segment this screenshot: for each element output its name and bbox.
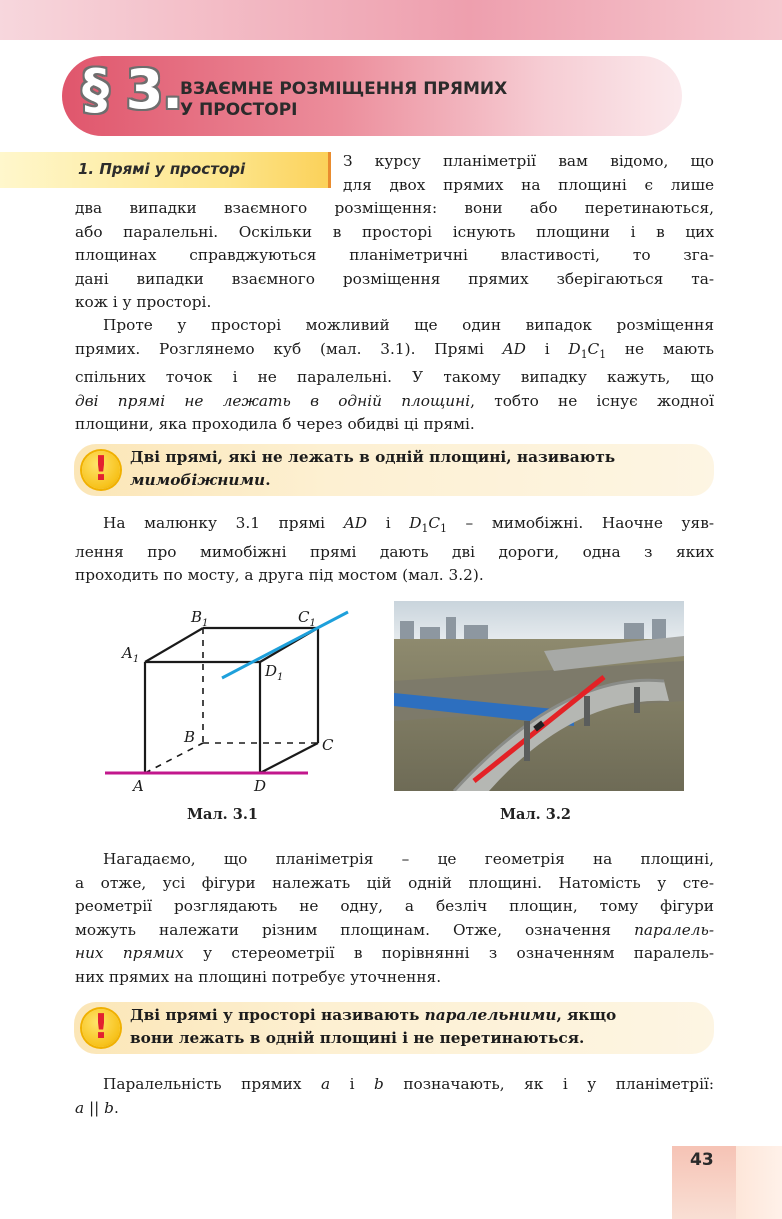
paragraph-1 (75, 197, 714, 315)
definition-parallel-text: Дві прямі у просторі називають паралельними, якщо вони лежать в одній площині і не перетинаються. (130, 1006, 617, 1047)
paragraph-3-line-1: На малюнку 3.1 прямі AD і $D_1C_1$ – мимобіжні. Наочне уяв- (103, 514, 714, 536)
paragraph-5-line-1: Паралельність прямих a і b позначають, як і у планіметрії: (103, 1075, 715, 1093)
top-decor-band (0, 0, 782, 40)
paragraph-1-line-7: кож і у просторі. (75, 293, 212, 312)
section-title-line2: У ПРОСТОРІ (180, 100, 298, 120)
paragraph-4-line-2: а отже, усі фігури належать цій одній площині. Натомість у сте- (75, 873, 714, 892)
page-number: 43 (690, 1150, 714, 1170)
paragraph-2-line-4: дві прямі не лежать в одній площині, тобто не існує жодної (75, 391, 714, 410)
section-title (180, 79, 507, 121)
bridge-photo (394, 601, 684, 791)
edge-dc (260, 743, 318, 773)
exclamation-icon: ! (82, 1009, 120, 1047)
label-a: A (133, 777, 144, 795)
paragraph-4-line-3: реометрії розглядають не одну, а безліч площин, тому фігури (75, 897, 714, 916)
paragraph-1-line-6: дані випадки взаємного розміщення прямих зберігаються та- (75, 269, 714, 288)
label-b1: $B_1$ (191, 608, 209, 629)
paragraph-1-line-4: або паралельні. Оскільки в просторі існують площини і в цих (75, 222, 714, 241)
paragraph-4-line-4: можуть належати різним площинам. Отже, означення паралель- (75, 920, 714, 939)
edge-a1b1 (145, 628, 203, 662)
label-b: B (184, 728, 196, 746)
paragraph-3-line-3: проходить по мосту, а друга під мостом (мал. 3.2). (75, 566, 484, 585)
label-d1: $D_1$ (265, 662, 284, 683)
paragraph-1-line-1: З курсу планіметрії вам відомо, що (343, 152, 714, 170)
paragraph-4-line-6: них прямих на площині потребує уточнення. (75, 967, 442, 986)
paragraph-4-line-5: них прямих у стереометрії в порівнянні з означенням паралель- (75, 944, 714, 963)
paragraph-1-line-2: для двох прямих на площині є лише (343, 175, 714, 194)
subsection-title: 1. Прямі у просторі (78, 160, 246, 178)
paragraph-1-top (343, 150, 714, 197)
figure-1-caption: Мал. 3.1 (187, 806, 258, 823)
paragraph-1-line-3: два випадки взаємного розміщення: вони або перетинаються, (75, 199, 714, 217)
paragraph-3 (75, 512, 714, 588)
label-d: D (254, 777, 267, 795)
exclamation-icon: ! (82, 451, 120, 489)
paragraph-2-line-3: спільних точок і не паралельні. У такому випадку кажуть, що (75, 368, 714, 387)
bridge-illustration (394, 601, 684, 791)
hidden-edge-ab (145, 743, 203, 773)
paragraph-3-line-2: лення про мимобіжні прямі дають дві дороги, одна з яких (75, 542, 714, 561)
label-a1: $A_1$ (122, 644, 140, 665)
paragraph-2-line-2: прямих. Розглянемо куб (мал. 3.1). Прямі AD і $D_1C_1$ не мають (75, 339, 714, 361)
section-title-line1: ВЗАЄМНЕ РОЗМІЩЕННЯ ПРЯМИХ (180, 79, 508, 99)
page-corner-stripe (736, 1146, 782, 1219)
paragraph-4 (75, 848, 714, 990)
paragraph-4-line-1: Нагадаємо, що планіметрія – це геометрія на площині, (103, 850, 714, 868)
paragraph-2-line-5: площини, яка проходила б через обидві ці прямі. (75, 415, 475, 434)
paragraph-2-line-1: Проте у просторі можливий ще один випадок розміщення (103, 316, 714, 334)
definition-skew-text: Дві прямі, які не лежать в одній площині, називають мимобіжними. (130, 448, 616, 489)
paragraph-5 (75, 1073, 714, 1120)
paragraph-1-line-5: площинах справджуються планіметричні властивості, то зга- (75, 246, 714, 265)
label-c1: $C_1$ (298, 608, 316, 629)
line-d1c1 (222, 612, 348, 678)
figure-2-caption: Мал. 3.2 (500, 806, 571, 823)
paragraph-5-line-2: a || b. (75, 1098, 119, 1117)
section-number: § 3. (82, 58, 182, 121)
paragraph-2 (75, 314, 714, 437)
cube-figure (100, 600, 360, 800)
label-c: C (322, 736, 334, 754)
